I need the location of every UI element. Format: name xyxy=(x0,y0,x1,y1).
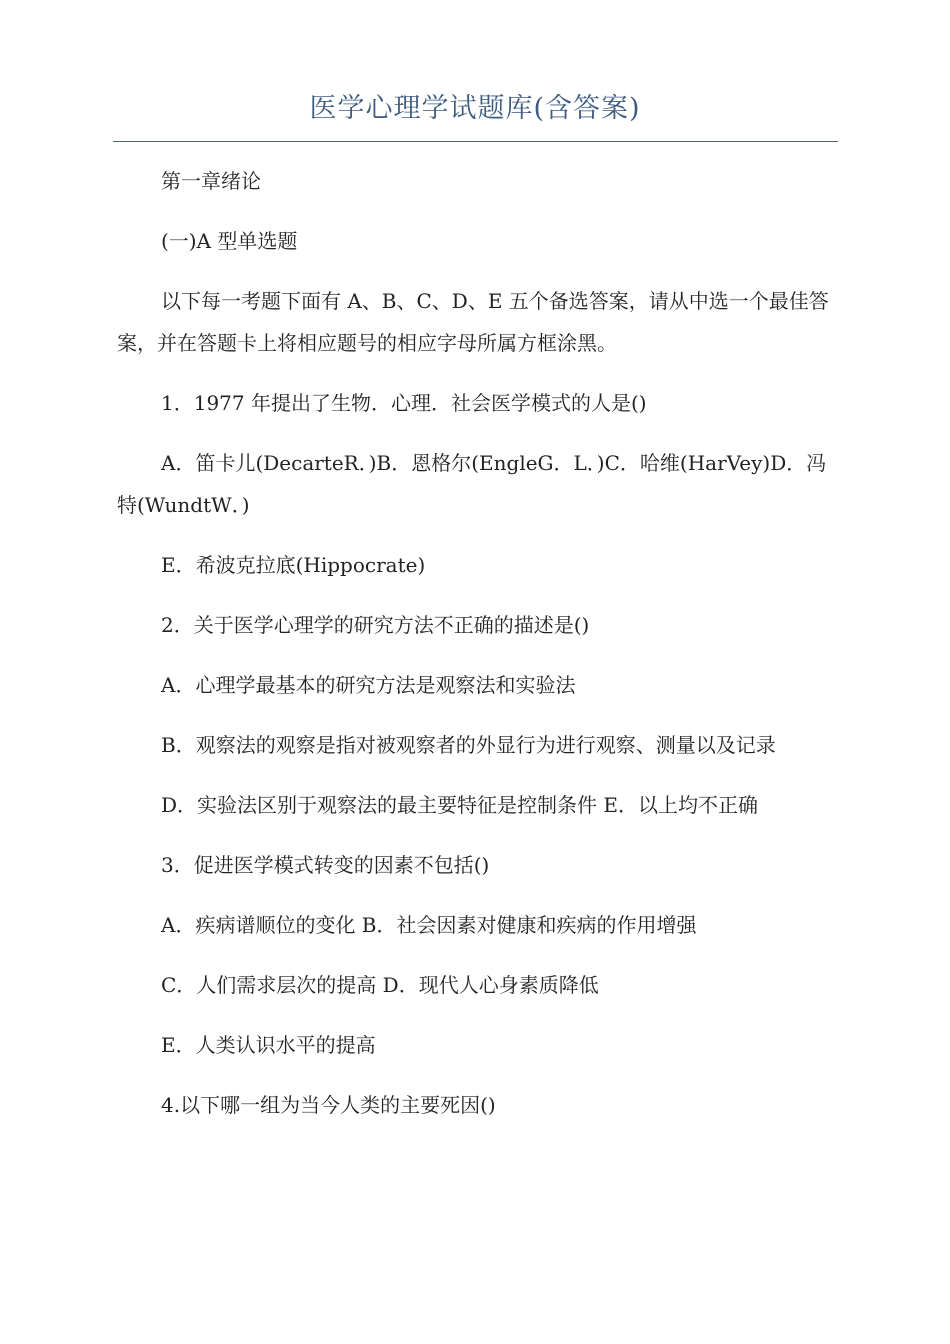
question-2-option-b: B．观察法的观察是指对被观察者的外显行为进行观察、测量以及记录 xyxy=(161,733,776,757)
question-4: 4.以下哪一组为当今人类的主要死因() xyxy=(161,1093,496,1117)
question-2-option-a: A．心理学最基本的研究方法是观察法和实验法 xyxy=(161,673,576,697)
title-divider xyxy=(113,141,838,142)
question-3-options-c-d: C．人们需求层次的提高 D．现代人心身素质降低 xyxy=(161,973,599,997)
document-body xyxy=(117,160,835,1144)
question-3: 3．促进医学模式转变的因素不包括() xyxy=(161,853,490,877)
question-2: 2．关于医学心理学的研究方法不正确的描述是() xyxy=(161,613,590,637)
chapter-heading: 第一章绪论 xyxy=(161,169,261,193)
document-title: 医学心理学试题库(含答案) xyxy=(309,93,641,124)
question-2-options-d-e: D．实验法区别于观察法的最主要特征是控制条件 E．以上均不正确 xyxy=(161,793,758,817)
question-1-option-e: E．希波克拉底(Hippocrate) xyxy=(161,553,426,577)
instructions: 以下每一考题下面有 A、B、C、D、E 五个备选答案，请从中选一个最佳答案，并在答题卡上将相应题号的相应字母所属方框涂黑。 xyxy=(117,289,829,355)
section-heading: (一)A 型单选题 xyxy=(161,229,298,253)
question-1: 1．1977 年提出了生物．心理．社会医学模式的人是() xyxy=(161,391,647,415)
question-3-options-a-b: A．疾病谱顺位的变化 B．社会因素对健康和疾病的作用增强 xyxy=(161,913,697,937)
question-3-option-e: E．人类认识水平的提高 xyxy=(161,1033,376,1057)
question-1-options-a-d: A．笛卡儿(DecarteR．)B．恩格尔(EngleG．L．)C．哈维(HarVey)D．冯特(WundtW．) xyxy=(117,451,827,517)
